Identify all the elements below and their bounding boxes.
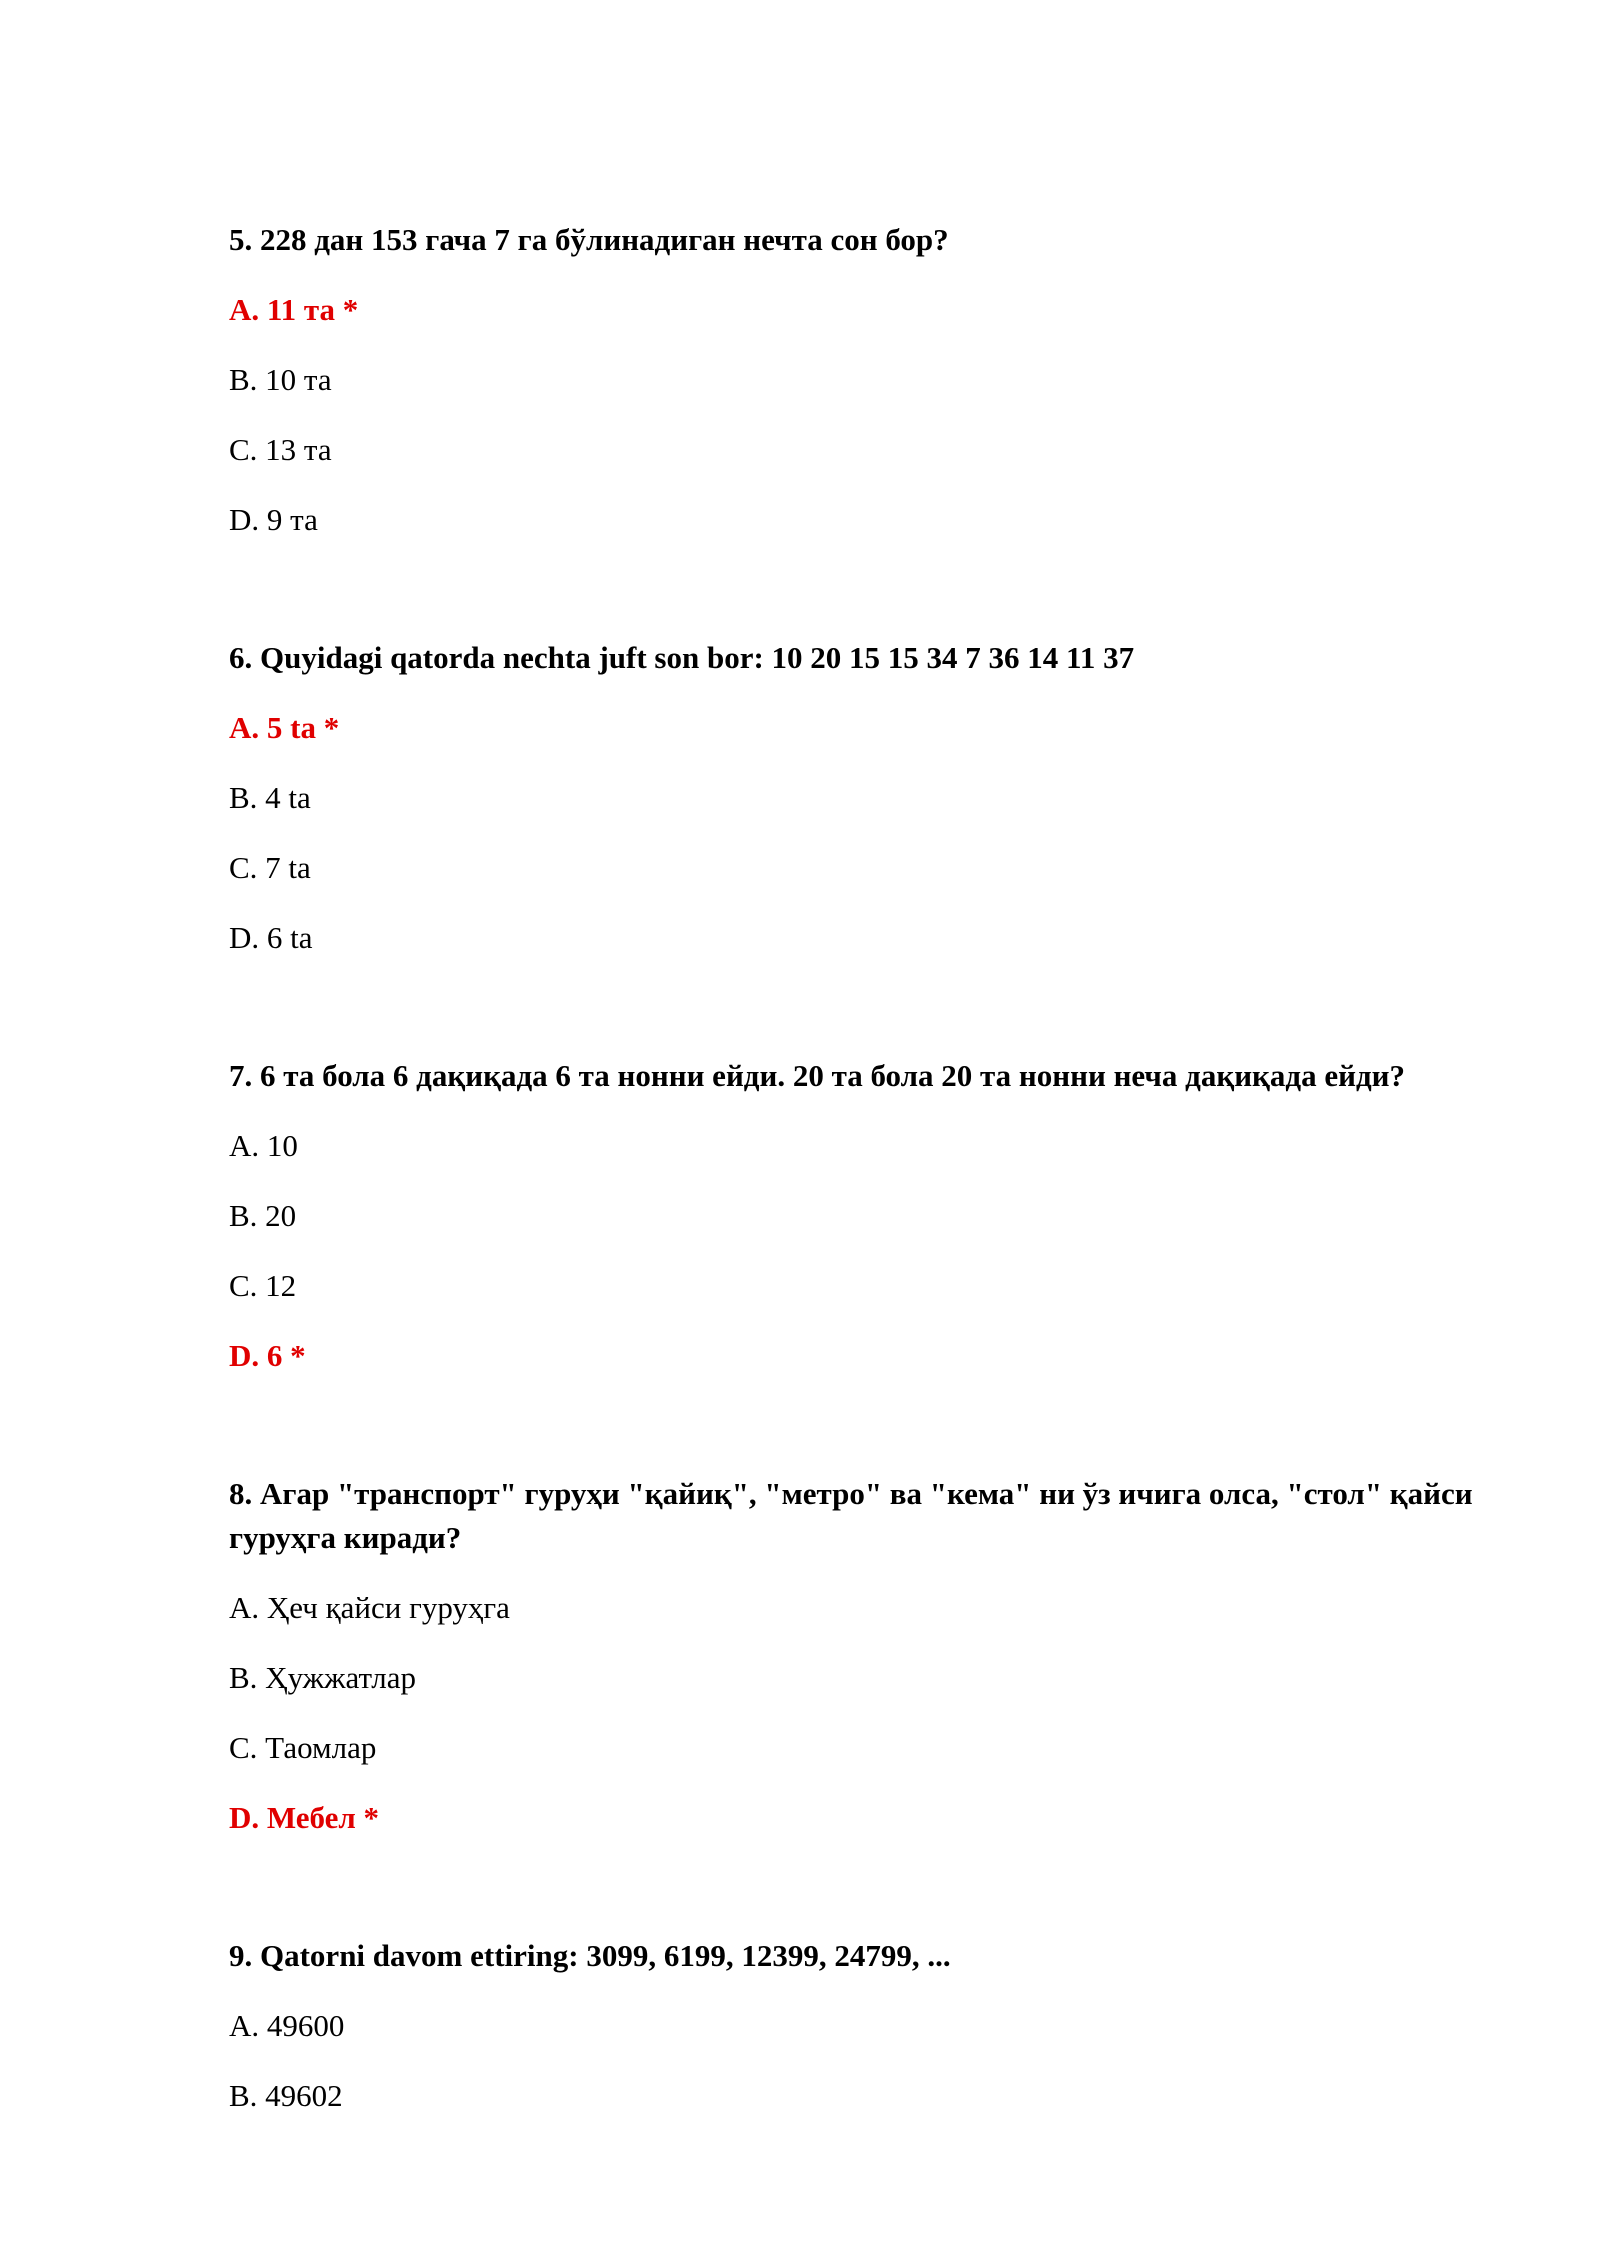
question-block-7 bbox=[229, 1054, 1479, 1373]
answer-option: B. 10 та bbox=[229, 362, 332, 397]
question-block-5 bbox=[229, 218, 1479, 537]
answer-option-correct: D. Мебел * bbox=[229, 1800, 379, 1835]
question-block-6 bbox=[229, 636, 1479, 955]
question-text: 5. 228 дан 153 гача 7 га бўлинадиган нечта сон бор? bbox=[229, 222, 949, 257]
answer-option: A. Ҳеч қайси гуруҳга bbox=[229, 1590, 510, 1625]
question-text: 7. 6 та бола 6 дақиқада 6 та нонни ейди. 20 та бола 20 та нонни неча дақиқада ейди? bbox=[229, 1058, 1406, 1093]
answer-option: B. 49602 bbox=[229, 2078, 343, 2113]
answer-option: C. 13 та bbox=[229, 432, 332, 467]
answer-option: D. 9 та bbox=[229, 502, 318, 537]
answer-option: C. Таомлар bbox=[229, 1730, 377, 1765]
question-block-8 bbox=[229, 1472, 1479, 1835]
answer-option-correct: D. 6 * bbox=[229, 1338, 306, 1373]
answer-option-correct: A. 11 та * bbox=[229, 292, 359, 327]
answer-option: D. 6 ta bbox=[229, 920, 313, 955]
question-text: 6. Quyidagi qatorda nechta juft son bor: 10 20 15 15 34 7 36 14 11 37 bbox=[229, 640, 1135, 675]
answer-option: C. 7 ta bbox=[229, 850, 311, 885]
question-text: 8. Агар "транспорт" гуруҳи "қайиқ", "метро" ва "кема" ни ўз ичига олса, "стол" қайси гуруҳга киради? bbox=[229, 1476, 1473, 1555]
answer-option: C. 12 bbox=[229, 1268, 297, 1303]
question-block-9 bbox=[229, 1934, 1479, 2113]
answer-option: A. 10 bbox=[229, 1128, 298, 1163]
answer-option: B. Ҳужжатлар bbox=[229, 1660, 416, 1695]
answer-option: A. 49600 bbox=[229, 2008, 345, 2043]
question-text: 9. Qatorni davom ettiring: 3099, 6199, 12399, 24799, ... bbox=[229, 1938, 951, 1973]
answer-option: B. 4 ta bbox=[229, 780, 311, 815]
answer-option: B. 20 bbox=[229, 1198, 297, 1233]
answer-option-correct: A. 5 ta * bbox=[229, 710, 340, 745]
